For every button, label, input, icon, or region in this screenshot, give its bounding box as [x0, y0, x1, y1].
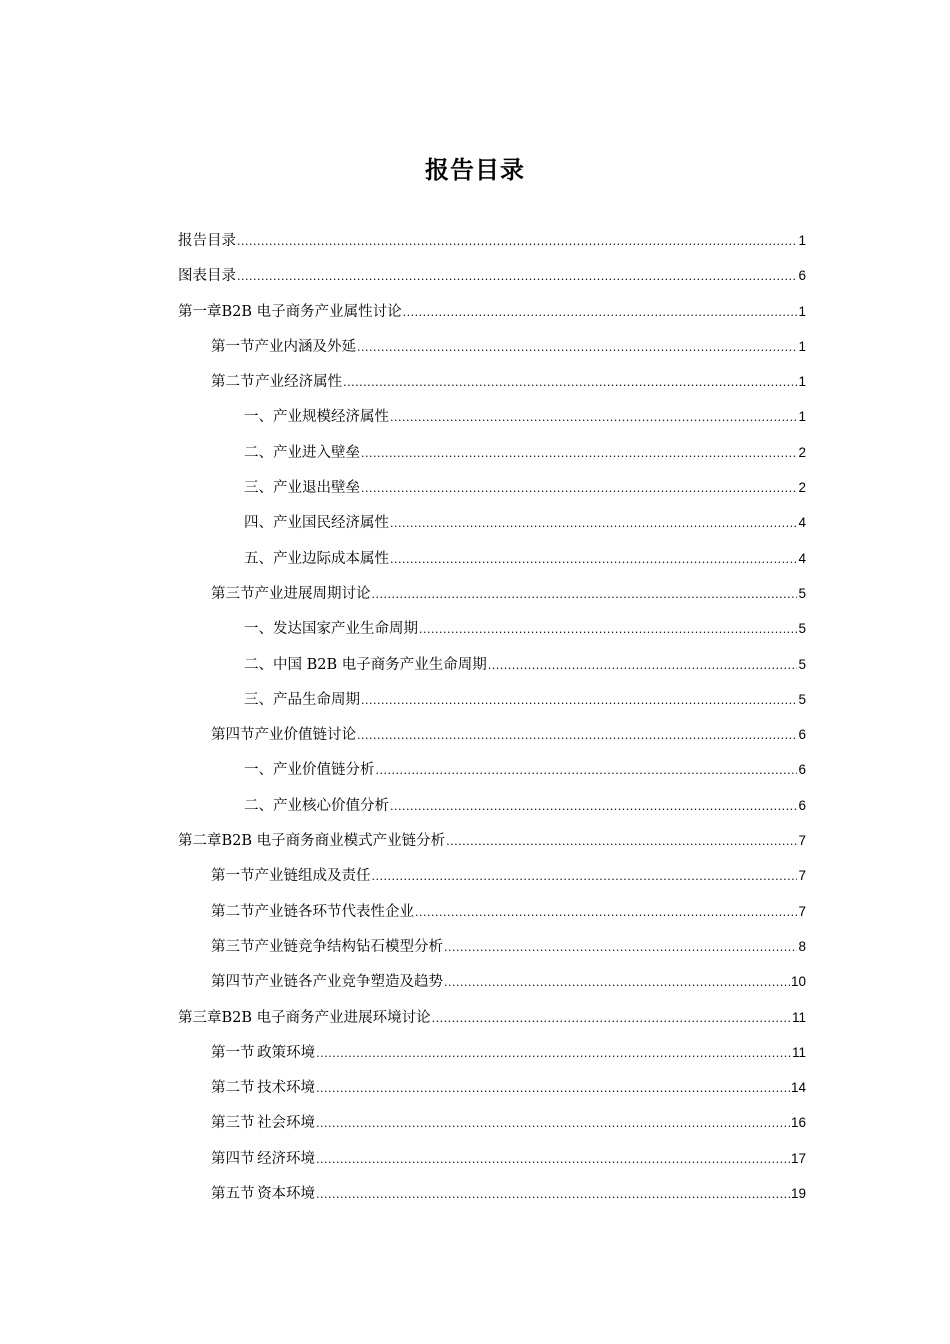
toc-dot-leader [372, 859, 798, 894]
toc-entry-number: 一、 [244, 762, 273, 779]
toc-entry-page-number: 17 [790, 1150, 806, 1166]
toc-dot-leader [390, 400, 797, 435]
toc-entry[interactable] [178, 929, 806, 964]
toc-entry-page-number: 4 [798, 550, 806, 566]
toc-entry-number: 第五节 [211, 1186, 255, 1203]
toc-entry-title: 产业退出壁垒 [273, 480, 360, 497]
toc-dot-leader [376, 753, 798, 788]
toc-entry[interactable] [178, 717, 806, 752]
toc-entry-title: B2B 电子商务产业属性讨论 [221, 303, 402, 320]
toc-entry-title: 社会环境 [257, 1115, 316, 1132]
toc-entry-title: 技术环境 [257, 1080, 316, 1097]
toc-entry[interactable] [178, 1070, 806, 1105]
toc-entry-page-number: 8 [798, 938, 806, 954]
toc-entry-title: B2B 电子商务商业模式产业链分析 [221, 833, 446, 850]
toc-entry[interactable] [178, 399, 806, 434]
toc-entry-title: 经济环境 [257, 1150, 316, 1167]
toc-dot-leader [357, 330, 797, 365]
toc-entry[interactable] [178, 752, 806, 787]
toc-entry-title: 产业规模经济属性 [273, 409, 389, 426]
toc-entry-page-number: 5 [798, 585, 806, 601]
toc-entry[interactable] [178, 788, 806, 823]
toc-dot-leader [361, 471, 797, 506]
toc-entry-number: 第一节 [211, 868, 255, 885]
toc-dot-leader [357, 718, 797, 753]
toc-entry-title: 产业经济属性 [255, 374, 343, 391]
toc-entry[interactable] [178, 858, 806, 893]
toc-entry[interactable] [178, 682, 806, 717]
toc-entry[interactable] [178, 541, 806, 576]
toc-entry-title: 产业内涵及外延 [254, 338, 356, 355]
toc-entry-number: 一、 [244, 409, 273, 426]
toc-entry-page-number: 1 [798, 374, 806, 390]
toc-dot-leader [444, 930, 797, 965]
toc-entry[interactable] [178, 964, 806, 999]
toc-dot-leader [419, 612, 797, 647]
toc-dot-leader [361, 683, 797, 718]
toc-entry[interactable] [178, 435, 806, 470]
toc-entry-page-number: 4 [798, 515, 806, 531]
toc-entry-number: 第二节 [211, 903, 255, 920]
toc-dot-leader [316, 1036, 791, 1071]
toc-entry-number: 第三节 [211, 938, 255, 955]
toc-dot-leader [488, 648, 798, 683]
toc-entry-page-number: 5 [798, 621, 806, 637]
toc-entry-title: 发达国家产业生命周期 [273, 621, 418, 638]
toc-entry[interactable] [178, 611, 806, 646]
toc-entry-page-number: 19 [790, 1186, 806, 1202]
toc-dot-leader [390, 789, 797, 824]
toc-entry-title: 产业链各产业竞争塑造及趋势 [254, 974, 443, 991]
toc-entry-title: 产业核心价值分析 [273, 797, 389, 814]
toc-entry-number: 第二节 [211, 1080, 255, 1097]
toc-dot-leader [446, 824, 797, 859]
table-of-contents [178, 223, 806, 1211]
toc-dot-leader [316, 1177, 790, 1212]
toc-entry-title: 产业边际成本属性 [273, 550, 389, 567]
toc-entry-number: 第二节 [211, 374, 255, 391]
toc-entry-page-number: 11 [791, 1009, 806, 1025]
toc-entry-title: 产业价值链分析 [273, 762, 375, 779]
toc-entry-title: 中国 B2B 电子商务产业生命周期 [273, 656, 487, 673]
toc-dot-leader [316, 1142, 790, 1177]
toc-entry[interactable] [178, 1035, 806, 1070]
toc-entry-number: 三、 [244, 691, 273, 708]
toc-entry[interactable] [178, 294, 806, 329]
toc-entry-title: 产业进入壁垒 [273, 444, 360, 461]
toc-entry[interactable] [178, 647, 806, 682]
toc-entry[interactable] [178, 258, 806, 293]
toc-entry-number: 第一章 [178, 303, 222, 320]
toc-entry-number: 第四节 [211, 1150, 255, 1167]
toc-entry-number: 第一节 [211, 1044, 255, 1061]
toc-entry[interactable] [178, 576, 806, 611]
toc-entry-title: 产业国民经济属性 [273, 515, 389, 532]
toc-entry-page-number: 6 [798, 797, 806, 813]
toc-entry-page-number: 2 [798, 444, 806, 460]
toc-entry-page-number: 1 [798, 338, 806, 354]
toc-entry-title: 报告目录 [178, 233, 236, 249]
toc-dot-leader [316, 1106, 790, 1141]
toc-entry-page-number: 6 [798, 727, 806, 743]
toc-entry-number: 第二章 [178, 833, 222, 850]
toc-entry-page-number: 6 [798, 762, 806, 778]
toc-entry[interactable] [178, 1000, 806, 1035]
toc-entry-title: 产品生命周期 [273, 691, 360, 708]
toc-entry-page-number: 6 [798, 268, 806, 284]
toc-dot-leader [415, 895, 797, 930]
toc-dot-leader [432, 1001, 791, 1036]
toc-entry[interactable] [178, 470, 806, 505]
toc-entry-number: 二、 [244, 444, 273, 461]
toc-entry[interactable] [178, 364, 806, 399]
toc-dot-leader [316, 1071, 790, 1106]
toc-entry-page-number: 7 [798, 833, 806, 849]
toc-entry-number: 三、 [244, 480, 273, 497]
toc-entry-title: 产业链组成及责任 [254, 868, 371, 885]
toc-dot-leader [237, 259, 797, 294]
toc-entry-page-number: 7 [798, 868, 806, 884]
toc-entry-title: 产业链竞争结构钻石模型分析 [254, 938, 443, 955]
toc-entry-page-number: 1 [798, 303, 806, 319]
toc-entry[interactable] [178, 329, 806, 364]
toc-entry-page-number: 5 [798, 691, 806, 707]
toc-entry[interactable] [178, 223, 806, 258]
toc-entry-number: 第三节 [211, 585, 255, 602]
page-title: 报告目录 [425, 156, 525, 184]
toc-entry[interactable] [178, 1105, 806, 1140]
toc-entry-page-number: 14 [790, 1080, 806, 1096]
toc-dot-leader [444, 965, 790, 1000]
toc-entry-number: 第三章 [178, 1009, 222, 1026]
toc-entry-number: 第四节 [211, 727, 255, 744]
toc-entry-page-number: 1 [798, 409, 806, 425]
toc-entry-title: 产业价值链讨论 [254, 727, 356, 744]
toc-entry[interactable] [178, 1176, 806, 1211]
toc-entry-title: 资本环境 [257, 1186, 316, 1203]
toc-entry-number: 二、 [244, 656, 273, 673]
toc-entry-number: 四、 [244, 515, 273, 532]
toc-entry-page-number: 1 [798, 233, 806, 248]
toc-entry[interactable] [178, 894, 806, 929]
toc-entry-number: 第一节 [211, 338, 255, 355]
toc-entry-title: 图表目录 [178, 268, 236, 285]
toc-entry[interactable] [178, 823, 806, 858]
toc-entry-page-number: 5 [798, 656, 806, 672]
toc-dot-leader [361, 436, 797, 471]
toc-entry-page-number: 2 [798, 480, 806, 496]
toc-entry-title: 产业进展周期讨论 [254, 585, 371, 602]
toc-entry-number: 二、 [244, 797, 273, 814]
toc-entry-title: B2B 电子商务产业进展环境讨论 [221, 1009, 431, 1026]
toc-dot-leader [390, 542, 797, 577]
toc-entry-page-number: 7 [798, 903, 806, 919]
toc-dot-leader [390, 506, 797, 541]
toc-entry[interactable] [178, 505, 806, 540]
toc-entry-page-number: 16 [790, 1115, 806, 1131]
toc-dot-leader [403, 295, 798, 330]
toc-entry-page-number: 11 [791, 1044, 806, 1060]
toc-entry[interactable] [178, 1141, 806, 1176]
toc-dot-leader [343, 365, 797, 400]
toc-dot-leader [237, 224, 797, 259]
toc-dot-leader [372, 577, 798, 612]
toc-entry-number: 第三节 [211, 1115, 255, 1132]
toc-entry-number: 一、 [244, 621, 273, 638]
toc-entry-number: 第四节 [211, 974, 255, 991]
toc-entry-number: 五、 [244, 550, 273, 567]
toc-entry-title: 政策环境 [257, 1044, 316, 1061]
toc-entry-page-number: 10 [790, 974, 806, 990]
toc-entry-title: 产业链各环节代表性企业 [254, 903, 414, 920]
